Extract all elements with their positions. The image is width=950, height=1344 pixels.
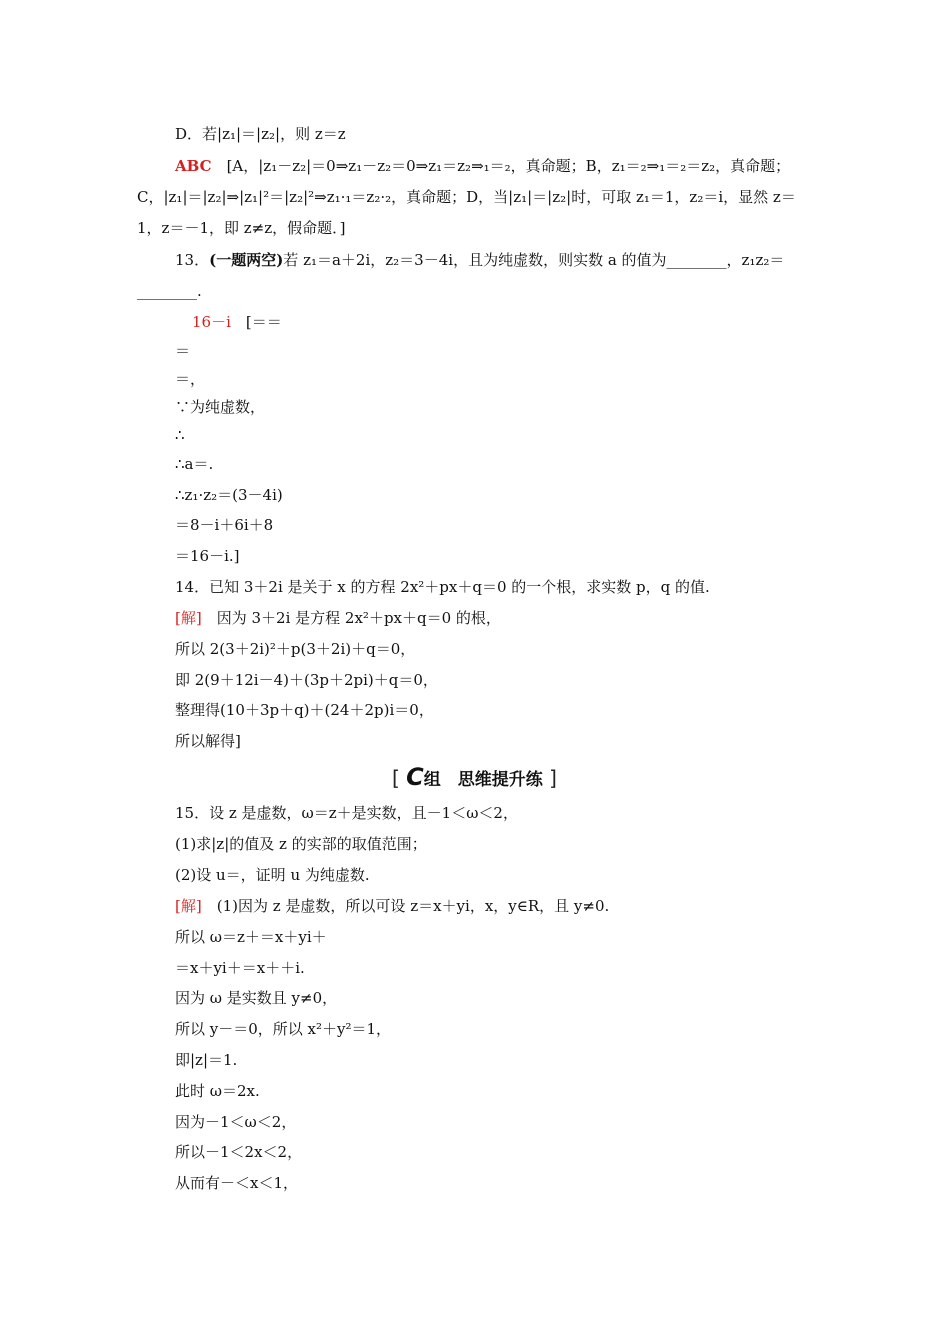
explanation-line: 1，z＝－1，即 z≠z，假命题．] <box>137 219 346 237</box>
question-13: 13．(一题两空)若 z₁＝a＋2i，z₂＝3－4i，且为纯虚数，则实数 a 的值为________，z₁z₂＝ <box>175 251 785 269</box>
solution-step: ∴z₁·z₂＝(3－4i) <box>175 486 283 504</box>
solution-step: 因为 ω 是实数且 y≠0， <box>175 989 338 1007</box>
solution-step: 即 2(9＋12i－4)＋(3p＋2pi)＋q＝0， <box>175 671 438 689</box>
solution-step: 即|z|＝1. <box>175 1051 238 1069</box>
solution-line: [解] 因为 3＋2i 是方程 2x²＋px＋q＝0 的根， <box>175 609 501 627</box>
question-13-blank: ________. <box>137 282 202 300</box>
solution-label: [解] <box>175 609 202 627</box>
solution-step: 所以解得] <box>175 732 241 750</box>
solution-step: 所以 y－＝0，所以 x²＋y²＝1， <box>175 1020 392 1038</box>
answer-label: 16－i <box>192 313 231 331</box>
solution-step: 从而有－＜x＜1， <box>175 1174 299 1192</box>
question-15-part: (1)求|z|的值及 z 的实部的取值范围； <box>175 835 427 853</box>
question-15: 15．设 z 是虚数，ω＝z＋是实数，且－1＜ω＜2， <box>175 804 518 822</box>
solution-step: ∴ <box>175 426 185 444</box>
solution-step: ＝ <box>175 342 191 360</box>
solution-step: ＝x＋yi＋＝x＋＋i. <box>175 959 305 977</box>
solution-line: [解] (1)因为 z 是虚数，所以可设 z＝x＋yi，x，y∈R，且 y≠0. <box>175 897 610 915</box>
solution-step: ＝， <box>175 370 206 388</box>
group-letter: C <box>406 763 424 791</box>
solution-step: ＝16－i.] <box>175 547 240 565</box>
section-title: 组 思维提升练 <box>423 770 543 790</box>
question-14: 14．已知 3＋2i 是关于 x 的方程 2x²＋px＋q＝0 的一个根，求实数 p，q 的值. <box>175 578 710 596</box>
solution-step: ∴a＝. <box>175 455 214 473</box>
solution-step: ＝8－i＋6i＋8 <box>175 516 274 534</box>
solution-step: 所以－1＜2x＜2， <box>175 1143 303 1161</box>
section-header-group-c: [ C组 思维提升练 ] <box>392 763 557 791</box>
question-tag: (一题两空) <box>209 251 284 269</box>
solution-step: 此时 ω＝2x. <box>175 1082 260 1100</box>
solution-step: 所以 2(3＋2i)²＋p(3＋2i)＋q＝0， <box>175 640 416 658</box>
answer-label: ABC <box>175 157 212 175</box>
solution-step: 整理得(10＋3p＋q)＋(24＋2p)i＝0， <box>175 701 434 719</box>
option-d: D．若|z₁|＝|z₂|，则 z＝z <box>175 125 346 143</box>
answer-line: ABC [A，|z₁－z₂|＝0⇒z₁－z₂＝0⇒z₁＝z₂⇒₁＝₂，真命题；B，z₁＝₂⇒₁＝₂＝z₂，真命题； <box>175 157 791 175</box>
solution-label: [解] <box>175 897 202 915</box>
answer-line: 16－i [＝＝ <box>192 313 282 331</box>
question-15-part: (2)设 u＝，证明 u 为纯虚数. <box>175 866 370 884</box>
solution-step: 因为－1＜ω＜2， <box>175 1113 297 1131</box>
explanation-line: C，|z₁|＝|z₂|⇒|z₁|²＝|z₂|²⇒z₁·₁＝z₂·₂，真命题；D，当|z₁|＝|z₂|时，可取 z₁＝1，z₂＝i，显然 z＝ <box>137 188 796 206</box>
solution-step: ∵为纯虚数， <box>175 398 266 416</box>
solution-step: 所以 ω＝z＋＝x＋yi＋ <box>175 928 327 946</box>
